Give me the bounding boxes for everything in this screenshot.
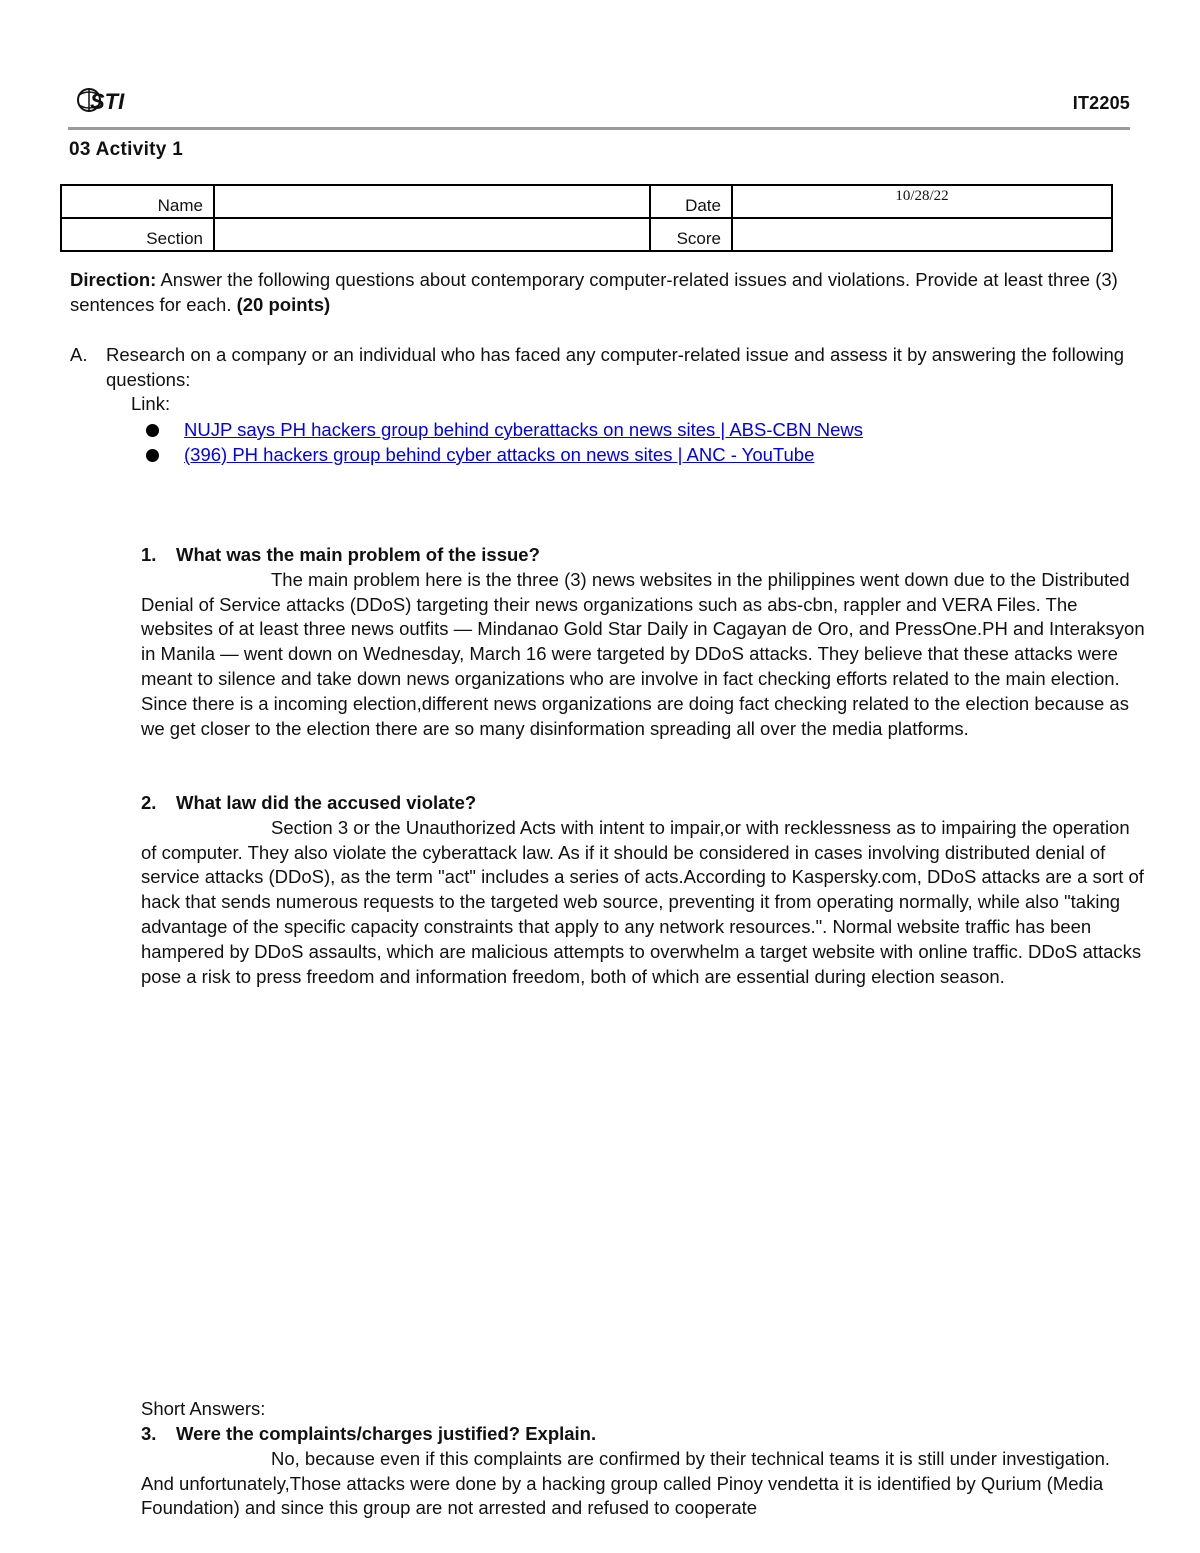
question-3-number: 3. bbox=[141, 1423, 157, 1444]
question-2 bbox=[141, 791, 1146, 989]
direction-points: (20 points) bbox=[236, 293, 331, 315]
student-info-table bbox=[60, 184, 1113, 252]
question-1-title bbox=[141, 543, 1146, 568]
list-item bbox=[140, 418, 863, 443]
course-code: IT2205 bbox=[1072, 93, 1130, 113]
header-divider bbox=[68, 127, 1130, 130]
question-1-text: What was the main problem of the issue? bbox=[176, 544, 540, 565]
score-label: Score bbox=[650, 218, 732, 251]
list-item bbox=[140, 443, 863, 468]
link-abs-cbn-news[interactable]: NUJP says PH hackers group behind cyberattacks on news sites | ABS-CBN News bbox=[184, 419, 863, 440]
section-a-marker: A. bbox=[70, 344, 88, 365]
link-anc-youtube[interactable]: (396) PH hackers group behind cyber attacks on news sites | ANC - YouTube bbox=[184, 443, 815, 465]
date-field[interactable]: 10/28/22 bbox=[732, 185, 1112, 218]
svg-text:STI: STI bbox=[90, 89, 125, 114]
bullet-icon bbox=[146, 449, 159, 462]
link-label: Link: bbox=[131, 393, 171, 414]
bullet-icon bbox=[146, 424, 159, 437]
question-2-number: 2. bbox=[141, 792, 157, 813]
question-1 bbox=[141, 543, 1146, 741]
short-answers-label: Short Answers: bbox=[141, 1398, 266, 1419]
question-2-title bbox=[141, 791, 1146, 816]
question-3-title bbox=[141, 1422, 1146, 1447]
question-3-answer: No, because even if this complaints are confirmed by their technical teams it is still under investigation. And unfortunately,Those attacks were done by a hacking group called Pinoy vendetta it is identified by Qurium (Media Foundation) and since this group are not arrested and refused to cooperate bbox=[141, 1447, 1111, 1519]
section-label: Section bbox=[61, 218, 214, 251]
direction-paragraph bbox=[70, 268, 1140, 318]
section-field[interactable] bbox=[214, 218, 650, 251]
question-3 bbox=[141, 1422, 1146, 1521]
question-1-answer: The main problem here is the three (3) news websites in the philippines went down due to the Distributed Denial of Service attacks (DDoS) targeting their news organizations such as abs-cbn, rappler and VERA Files. The websites of at least three news outfits — Mindanao Gold Star Daily in Cagayan de Oro, and PressOne.PH and Interaksyon in Manila — went down on Wednesday, March 16 were targeted by DDoS attacks. They believe that these attacks were meant to silence and take down news organizations who are involve in fact checking efforts related to the main election. Since there is a incoming election,different news organizations are doing fact checking related to the election because as we get closer to the election there are so many disinformation spreading all over the media platforms. bbox=[141, 568, 1145, 739]
date-label: Date bbox=[650, 185, 732, 218]
question-1-number: 1. bbox=[141, 544, 157, 565]
section-a bbox=[70, 343, 1140, 393]
question-2-answer: Section 3 or the Unauthorized Acts with intent to impair,or with recklessness as to impairing the operation of computer. They also violate the cyberattack law. As if it should be considered in cases involving distributed denial of service attacks (DDoS), as the term "act" includes a series of acts.According to Kaspersky.com, DDoS attacks are a sort of hack that sends numerous requests to the targeted web source, preventing it from operating normally, while also "taking advantage of the specific capacity constraints that apply to any network resources.". Normal website traffic has been hampered by DDoS assaults, which are malicious attempts to overwhelm a target website with online traffic. DDoS attacks pose a risk to press freedom and information freedom, both of which are essential during election season. bbox=[141, 816, 1144, 987]
score-field[interactable] bbox=[732, 218, 1112, 251]
question-3-text: Were the complaints/charges justified? Explain. bbox=[176, 1423, 597, 1444]
question-2-text: What law did the accused violate? bbox=[176, 792, 477, 813]
direction-text: Answer the following questions about contemporary computer-related issues and violations. Provide at least three (3) sentences for each. bbox=[70, 269, 1118, 315]
sti-logo-icon bbox=[76, 85, 140, 115]
name-field[interactable] bbox=[214, 185, 650, 218]
section-a-text: Research on a company or an individual who has faced any computer-related issue and assess it by answering the following questions: bbox=[106, 344, 1125, 390]
links-list bbox=[140, 418, 863, 468]
sti-logo bbox=[76, 84, 140, 116]
direction-label: Direction: bbox=[70, 269, 157, 290]
name-label: Name bbox=[61, 185, 214, 218]
activity-title: 03 Activity 1 bbox=[69, 139, 184, 160]
